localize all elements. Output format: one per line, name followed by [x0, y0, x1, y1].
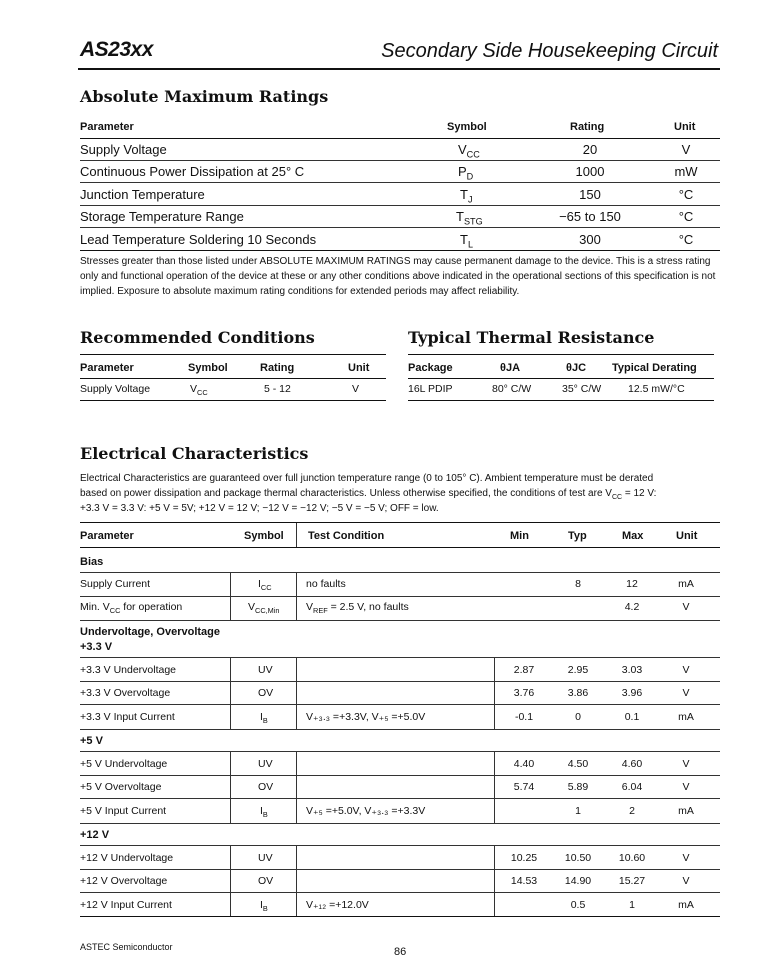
row-divider	[80, 227, 720, 228]
amr-rating: −65 to 150	[559, 209, 621, 224]
ec-unit: V	[682, 664, 690, 676]
rec-col-unit: Unit	[348, 362, 370, 374]
ec-col-min: Min	[510, 530, 529, 542]
ec-max: 10.60	[618, 852, 646, 864]
rec-col-rating: Rating	[260, 362, 295, 374]
rec-heading: Recommended Conditions	[80, 328, 315, 347]
ec-param: Min. $V_{CC}$ for operation	[80, 601, 183, 616]
col-divider	[296, 751, 297, 823]
thermal-ja: 80° C/W	[492, 383, 532, 395]
row-divider	[80, 681, 720, 682]
ec-param: Supply Current	[80, 578, 151, 590]
row-divider	[80, 892, 720, 893]
amr-col-symbol: Symbol	[447, 121, 487, 133]
footer-company: ASTEC Semiconductor	[80, 942, 173, 952]
ec-typ: 2.95	[567, 664, 589, 676]
amr-param: Lead Temperature Soldering 10 Seconds	[80, 232, 317, 247]
ec-min: 4.40	[513, 758, 535, 770]
thermal-col-derating: Typical Derating	[612, 362, 697, 374]
rec-bottom-rule	[80, 400, 386, 401]
amr-header-rule	[80, 138, 720, 139]
ec-unit: V	[682, 758, 690, 770]
ec-col-max: Max	[622, 530, 644, 542]
ec-col-unit: Unit	[676, 530, 698, 542]
header-rule	[78, 68, 720, 70]
amr-heading: Absolute Maximum Ratings	[80, 87, 329, 106]
section-5v: +5 V	[80, 735, 103, 747]
ec-param: +12 V Input Current	[80, 899, 172, 911]
ec-min: 2.87	[513, 664, 535, 676]
ec-max: 2	[629, 805, 635, 817]
ec-top-rule	[80, 522, 720, 523]
ec-typ: 0	[575, 711, 581, 723]
col-divider	[296, 523, 297, 547]
ec-symbol: OV	[258, 875, 274, 887]
ec-col-symbol: Symbol	[244, 530, 284, 542]
ec-max: 4.60	[621, 758, 643, 770]
row-divider	[80, 182, 720, 183]
amr-unit: °C	[678, 209, 694, 224]
ec-min: 14.53	[510, 875, 538, 887]
ec-symbol: $I_B$	[260, 711, 268, 726]
ec-symbol: OV	[258, 781, 274, 793]
thermal-derating: 12.5 mW/°C	[628, 383, 685, 395]
ec-param: +5 V Undervoltage	[80, 758, 168, 770]
ec-symbol: UV	[258, 758, 273, 770]
thermal-col-ja: θJA	[500, 362, 521, 374]
ec-typ: 8	[575, 578, 581, 590]
thermal-package: 16L PDIP	[408, 383, 453, 395]
thermal-header-rule	[408, 378, 714, 379]
ec-condition: no faults	[306, 578, 346, 590]
rec-col-symbol: Symbol	[188, 362, 228, 374]
section-3v3: +3.3 V	[80, 641, 113, 653]
ec-typ: 1	[575, 805, 581, 817]
ec-typ: 14.90	[564, 875, 592, 887]
amr-note: Stresses greater than those listed under ABSOLUTE MAXIMUM RATINGS may cause permanent damage to the device. This is a stress rating only and functional operation of the device at these or any other conditions above indicated in the operational sections of this specification is not implied. Exposure to absolute maximum rating conditions for extended periods may affect reliability.	[80, 256, 716, 297]
ec-symbol: OV	[258, 687, 274, 699]
ec-param: +3.3 V Undervoltage	[80, 664, 177, 676]
col-divider	[230, 845, 231, 916]
thermal-col-jc: θJC	[566, 362, 587, 374]
col-divider	[296, 845, 297, 916]
rec-param: Supply Voltage	[80, 383, 151, 395]
col-divider	[296, 657, 297, 729]
row-divider	[80, 775, 720, 776]
amr-col-unit: Unit	[674, 121, 696, 133]
rec-unit: V	[352, 383, 360, 395]
ec-symbol: $I_B$	[260, 805, 268, 820]
ec-unit: mA	[678, 805, 694, 817]
amr-unit: V	[681, 142, 691, 157]
amr-col-parameter: Parameter	[80, 121, 134, 133]
ec-typ: 10.50	[564, 852, 592, 864]
ec-param: +5 V Overvoltage	[80, 781, 162, 793]
amr-symbol: $T_{STG}$	[456, 209, 483, 227]
ec-condition: V₊₃.₃ =+3.3V, V₊₅ =+5.0V	[306, 711, 426, 723]
ec-unit: V	[682, 852, 690, 864]
page-title: Secondary Side Housekeeping Circuit	[381, 40, 718, 62]
amr-symbol: $V_{CC}$	[458, 142, 480, 160]
row-divider	[80, 798, 720, 799]
ec-intro-line3: +3.3 V = 3.3 V: +5 V = 5V; +12 V = 12 V; −12 V = −12 V; −5 V = −5 V; OFF = low.	[80, 503, 439, 514]
row-divider	[80, 729, 720, 730]
ec-condition: V₊₅ =+5.0V, V₊₃.₃ =+3.3V	[306, 805, 426, 817]
ec-symbol: $V_{CC,Min}$	[248, 601, 280, 616]
ec-unit: mA	[678, 899, 694, 911]
col-divider	[296, 572, 297, 620]
col-divider	[230, 572, 231, 620]
ec-condition: V₊₁₂ =+12.0V	[306, 899, 369, 911]
col-divider	[494, 657, 495, 729]
rec-symbol: $V_{CC}$	[190, 383, 208, 398]
row-divider	[80, 205, 720, 206]
ec-condition: $V_{REF} = 2.5$ V, no faults	[306, 601, 409, 616]
ec-min: 3.76	[513, 687, 535, 699]
ec-symbol: $I_{CC}$	[258, 578, 272, 593]
section-12v: +12 V	[80, 829, 110, 841]
ec-col-typ: Typ	[568, 530, 587, 542]
amr-rating: 20	[582, 142, 598, 157]
amr-col-rating: Rating	[570, 121, 605, 133]
amr-rating: 300	[579, 232, 601, 247]
ec-unit: mA	[678, 711, 694, 723]
ec-max: 12	[626, 578, 638, 590]
thermal-bottom-rule	[408, 400, 714, 401]
ec-unit: V	[682, 687, 690, 699]
col-divider	[494, 845, 495, 916]
amr-symbol: $P_D$	[458, 164, 474, 182]
row-divider	[80, 704, 720, 705]
row-divider	[80, 596, 720, 597]
amr-param: Storage Temperature Range	[80, 209, 244, 224]
ec-param: +12 V Undervoltage	[80, 852, 174, 864]
ec-heading: Electrical Characteristics	[80, 444, 309, 463]
thermal-heading: Typical Thermal Resistance	[408, 328, 655, 347]
ec-param: +5 V Input Current	[80, 805, 167, 817]
row-divider	[80, 845, 720, 846]
part-number: AS23xx	[80, 38, 153, 61]
ec-param: +12 V Overvoltage	[80, 875, 168, 887]
ec-col-condition: Test Condition	[308, 530, 385, 542]
thermal-col-package: Package	[408, 362, 453, 374]
thermal-jc: 35° C/W	[562, 383, 602, 395]
ec-intro-line2: based on power dissipation and package thermal characteristics. Unless otherwise specified, the conditions of test are $V_{CC} = 12$ V:	[80, 488, 657, 501]
thermal-top-rule	[408, 354, 714, 355]
ec-col-parameter: Parameter	[80, 530, 134, 542]
rec-col-parameter: Parameter	[80, 362, 134, 374]
ec-max: 3.96	[621, 687, 643, 699]
amr-param: Supply Voltage	[80, 142, 167, 157]
ec-symbol: UV	[258, 852, 273, 864]
amr-unit: °C	[678, 187, 694, 202]
ec-typ: 3.86	[567, 687, 589, 699]
ec-typ: 0.5	[570, 899, 586, 911]
ec-max: 3.03	[621, 664, 643, 676]
amr-unit: mW	[674, 164, 698, 179]
ec-max: 15.27	[618, 875, 646, 887]
ec-unit: V	[682, 875, 690, 887]
amr-bottom-rule	[80, 250, 720, 251]
ec-max: 1	[629, 899, 635, 911]
row-divider	[80, 869, 720, 870]
rec-header-rule	[80, 378, 386, 379]
amr-param: Junction Temperature	[80, 187, 205, 202]
row-divider	[80, 620, 720, 621]
ec-max: 6.04	[621, 781, 643, 793]
col-divider	[230, 657, 231, 729]
row-divider	[80, 751, 720, 752]
amr-param: Continuous Power Dissipation at 25° C	[80, 164, 305, 179]
ec-header-rule	[80, 547, 720, 548]
ec-unit: V	[682, 781, 690, 793]
col-divider	[230, 751, 231, 823]
ec-unit: mA	[678, 578, 694, 590]
ec-intro-line1: Electrical Characteristics are guaranteed over full junction temperature range (0 to 105° C). Ambient temperature must be derated	[80, 473, 654, 484]
ec-typ: 4.50	[567, 758, 589, 770]
ec-max: 0.1	[624, 711, 640, 723]
page-number: 86	[394, 946, 407, 958]
ec-bottom-rule	[80, 916, 720, 917]
rec-top-rule	[80, 354, 386, 355]
ec-symbol: $I_B$	[260, 899, 268, 914]
row-divider	[80, 160, 720, 161]
row-divider	[80, 823, 720, 824]
amr-rating: 150	[579, 187, 601, 202]
amr-rating: 1000	[575, 164, 605, 179]
ec-symbol: UV	[258, 664, 273, 676]
amr-symbol: $T_J$	[460, 187, 473, 205]
ec-typ: 5.89	[567, 781, 589, 793]
ec-unit: V	[682, 601, 690, 613]
ec-param: +3.3 V Input Current	[80, 711, 175, 723]
ec-param: +3.3 V Overvoltage	[80, 687, 171, 699]
row-divider	[80, 572, 720, 573]
ec-max: 4.2	[624, 601, 640, 613]
ec-min: 5.74	[513, 781, 535, 793]
ec-min: -0.1	[514, 711, 534, 723]
amr-unit: °C	[678, 232, 694, 247]
col-divider	[494, 751, 495, 823]
rec-rating: 5 - 12	[264, 383, 291, 395]
section-bias: Bias	[80, 556, 104, 568]
amr-symbol: $T_L$	[460, 232, 474, 250]
section-uvov: Undervoltage, Overvoltage	[80, 626, 220, 638]
ec-min: 10.25	[510, 852, 538, 864]
row-divider	[80, 657, 720, 658]
